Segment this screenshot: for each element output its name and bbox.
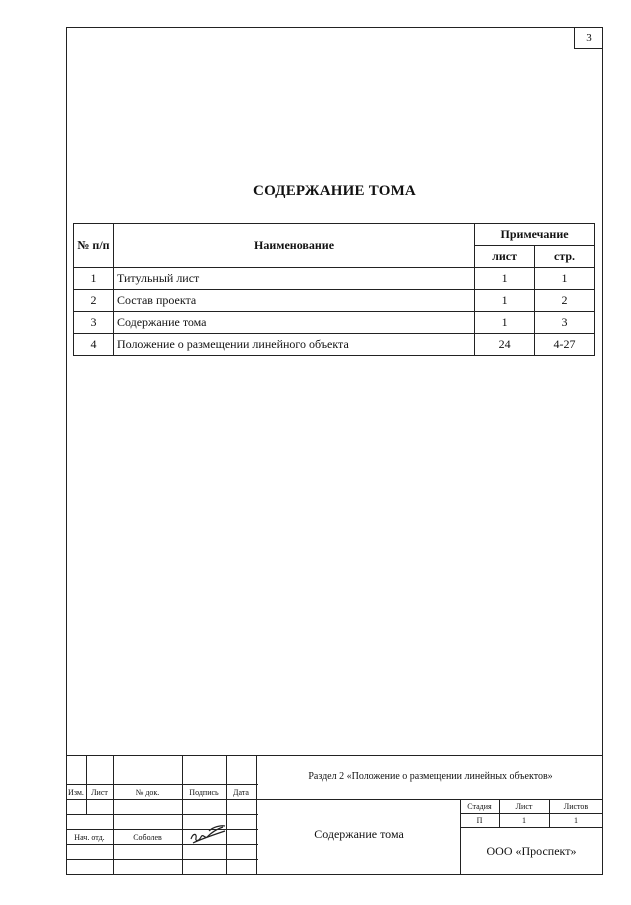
row-number: 4 — [74, 334, 114, 356]
stamp-line — [66, 755, 603, 756]
table-header-row — [74, 224, 595, 246]
row-name: Положение о размещении линейного объекта — [113, 334, 474, 356]
stamp-line — [66, 844, 258, 845]
sheet-label: Лист — [515, 802, 533, 811]
header-number: № п/п — [74, 224, 114, 268]
row-number: 1 — [74, 268, 114, 290]
signature-image — [187, 821, 229, 847]
sheets-value: 1 — [574, 816, 578, 825]
row-name: Состав проекта — [113, 290, 474, 312]
table-row — [74, 268, 595, 290]
sheets-label: Листов — [563, 802, 589, 811]
stamp-col-doc: № док. — [135, 788, 160, 797]
header-note: Примечание — [475, 224, 595, 246]
stamp-line — [182, 755, 183, 875]
stamp-role: Нач. отд. — [74, 833, 105, 842]
stamp-line — [66, 859, 258, 860]
header-name: Наименование — [113, 224, 474, 268]
table-row — [74, 334, 595, 356]
stamp-col-sign: Подпись — [189, 788, 219, 797]
row-page: 4-27 — [535, 334, 595, 356]
stamp-line — [226, 755, 227, 875]
row-name: Титульный лист — [113, 268, 474, 290]
contents-table — [73, 223, 595, 356]
stamp-line — [66, 829, 258, 830]
row-sheet: 1 — [475, 268, 535, 290]
title-block-stamp — [66, 755, 603, 875]
section-title: Раздел 2 «Положение о размещении линейных объектов» — [308, 771, 553, 782]
stamp-person: Соболев — [133, 833, 162, 842]
stamp-line — [460, 813, 603, 814]
page-number: 3 — [574, 28, 603, 49]
row-name: Содержание тома — [113, 312, 474, 334]
company-name: ООО «Проспект» — [486, 844, 577, 858]
stage-value: П — [476, 816, 483, 825]
stamp-col-izm: Изм. — [68, 788, 84, 797]
stamp-col-list: Лист — [91, 788, 108, 797]
stamp-line — [66, 799, 603, 800]
stamp-col-date: Дата — [233, 788, 249, 797]
row-page: 2 — [535, 290, 595, 312]
document-name: Содержание тома — [314, 827, 404, 841]
drawing-frame — [66, 27, 603, 875]
sheet-value: 1 — [522, 816, 526, 825]
stamp-line — [113, 755, 114, 875]
stamp-line — [86, 755, 87, 815]
row-sheet: 1 — [475, 290, 535, 312]
row-page: 1 — [535, 268, 595, 290]
row-sheet: 24 — [475, 334, 535, 356]
row-sheet: 1 — [475, 312, 535, 334]
stamp-line — [66, 784, 258, 785]
stamp-line — [460, 827, 603, 828]
header-page: стр. — [535, 246, 595, 268]
stamp-line — [256, 755, 257, 875]
header-sheet: лист — [475, 246, 535, 268]
row-number: 2 — [74, 290, 114, 312]
table-row — [74, 290, 595, 312]
row-page: 3 — [535, 312, 595, 334]
stage-label: Стадия — [467, 802, 492, 811]
page-title: СОДЕРЖАНИЕ ТОМА — [253, 183, 416, 199]
table-row — [74, 312, 595, 334]
row-number: 3 — [74, 312, 114, 334]
stamp-line — [66, 814, 258, 815]
